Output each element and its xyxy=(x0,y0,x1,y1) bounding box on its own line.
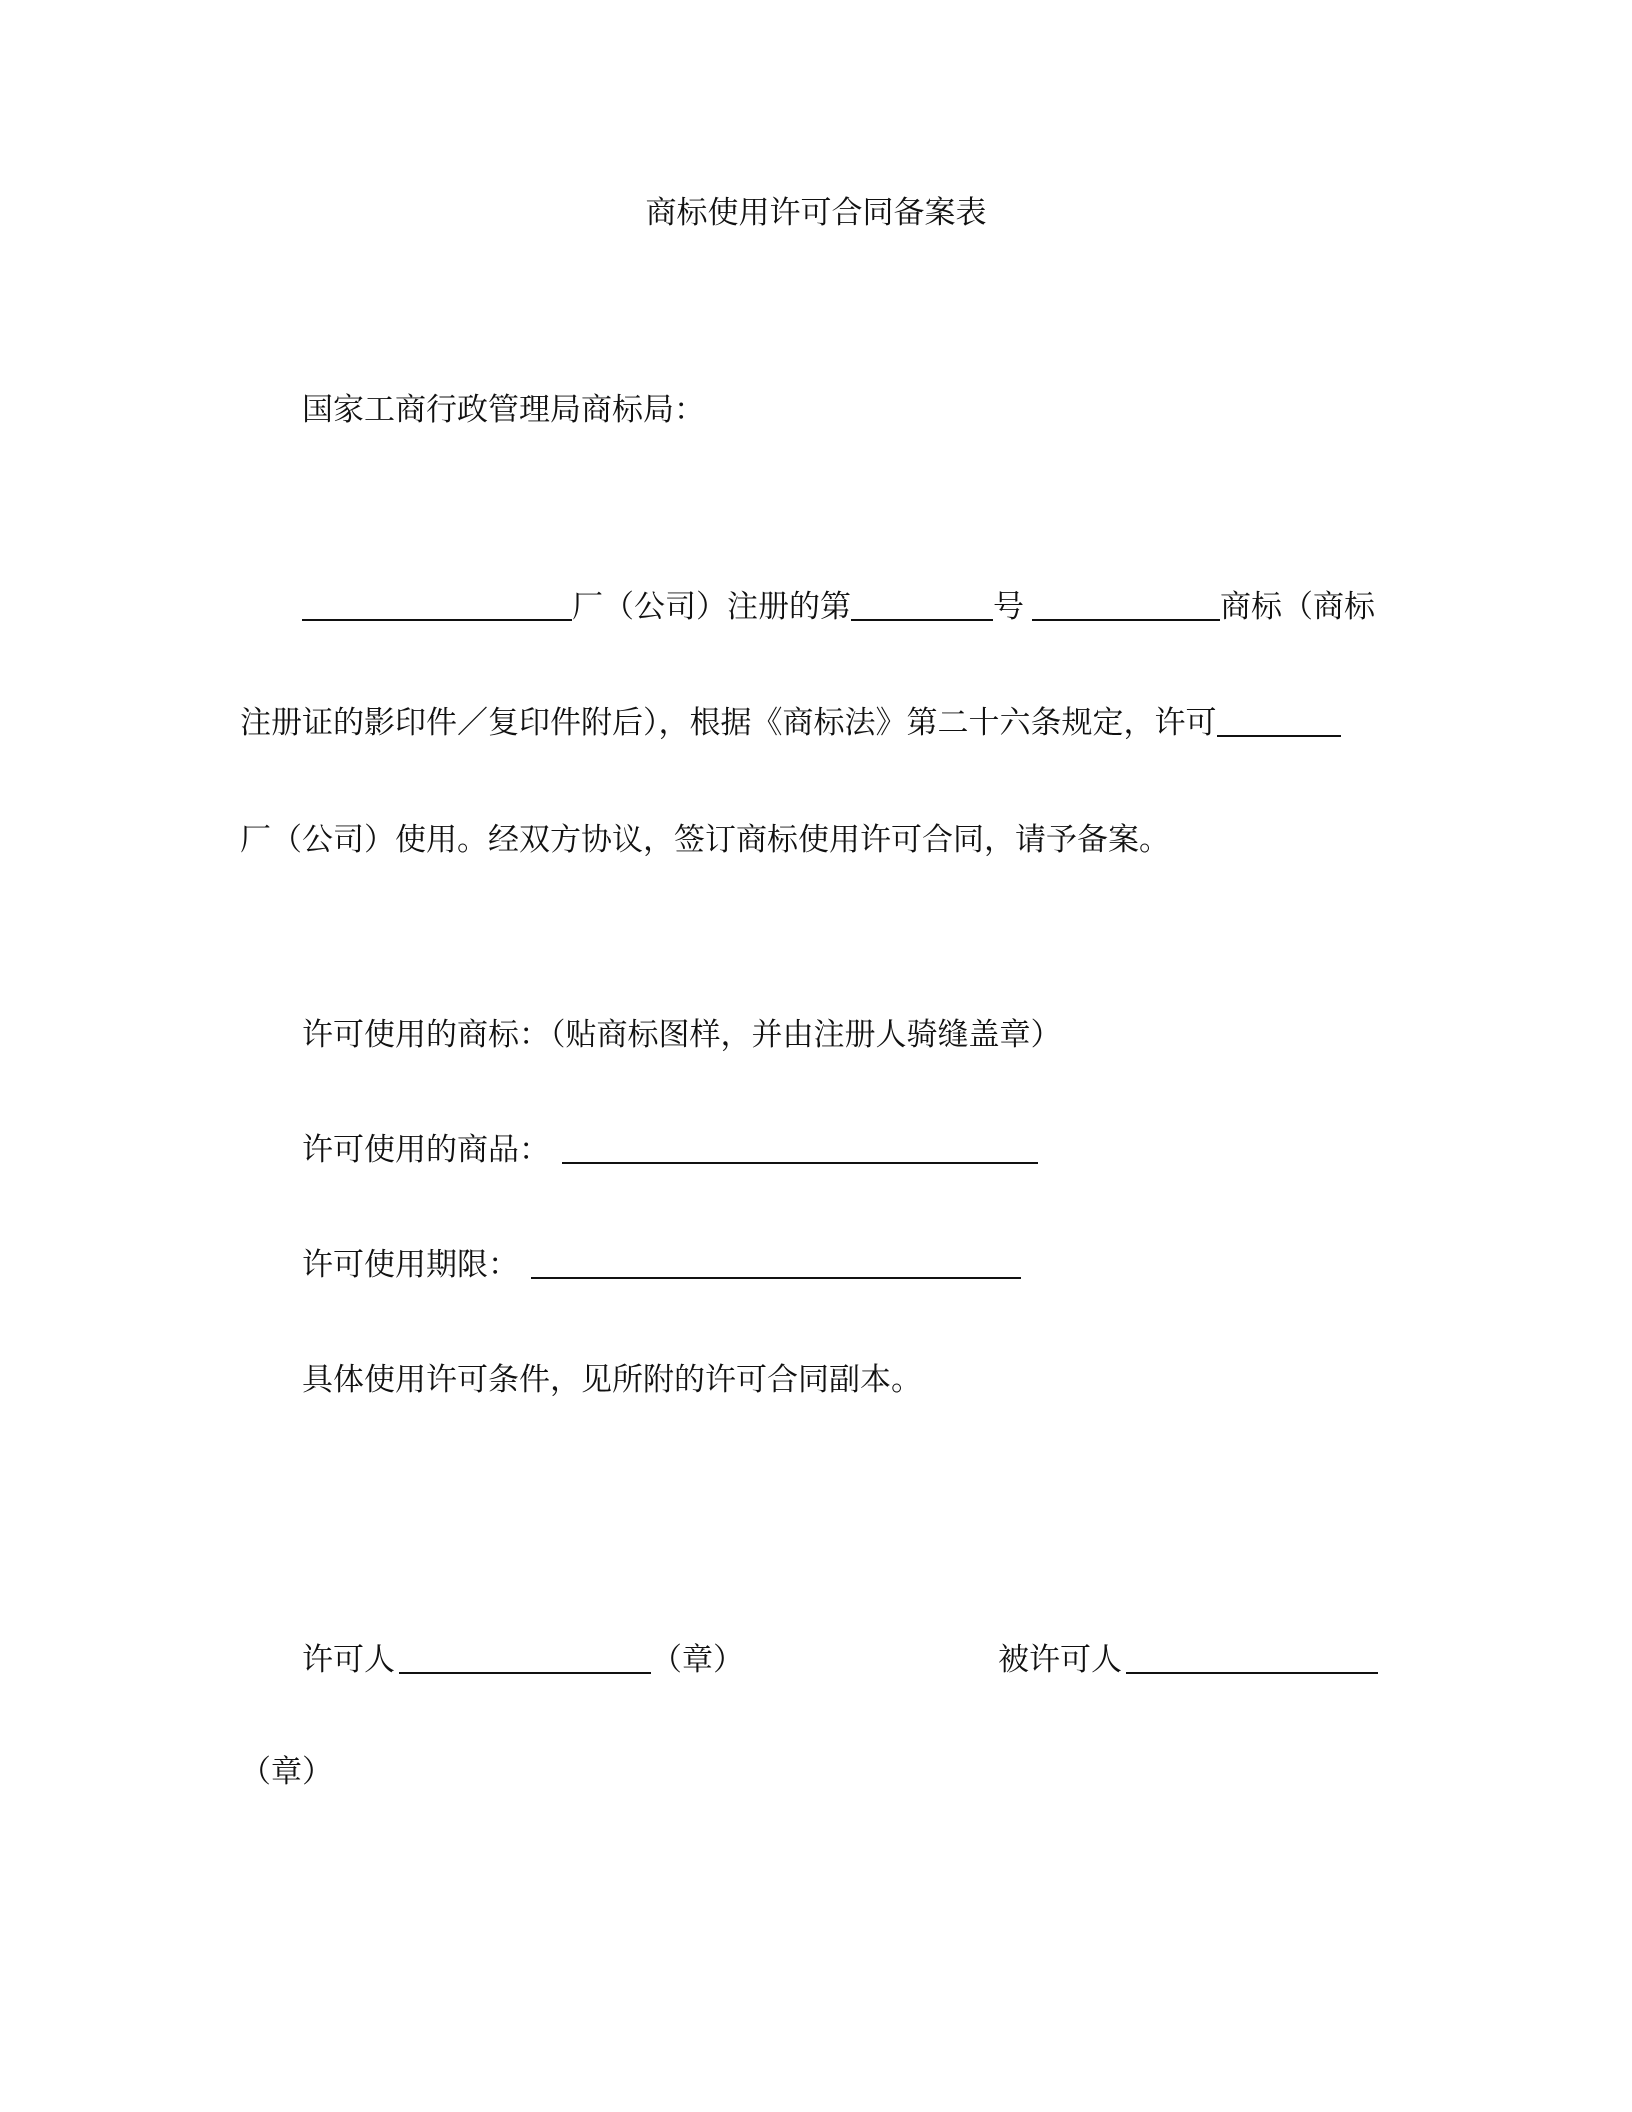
trademark-name-blank[interactable] xyxy=(1032,589,1220,621)
licensor-blank[interactable] xyxy=(399,1642,651,1674)
licensed-mark-line: 许可使用的商标：（贴商标图样，并由注册人骑缝盖章） xyxy=(302,1017,1062,1053)
licensor-signature xyxy=(302,1640,744,1680)
addressee: 国家工商行政管理局商标局： xyxy=(302,392,705,428)
license-term-line xyxy=(302,1245,1021,1285)
para1-line2: 注册证的影印件／复印件附后），根据《商标法》第二十六条规定，许可 xyxy=(240,705,1217,741)
para1-seg2: 号 xyxy=(993,589,1024,625)
document-title: 商标使用许可合同备案表 xyxy=(645,195,987,231)
licensee-signature xyxy=(998,1640,1378,1680)
para1-seg3: 商标（商标 xyxy=(1220,589,1375,625)
license-term-blank[interactable] xyxy=(531,1247,1021,1279)
licensor-label: 许可人 xyxy=(302,1642,395,1678)
licensee-blank[interactable] xyxy=(1126,1642,1378,1674)
paragraph-line-1 xyxy=(302,587,1375,627)
conditions-line: 具体使用许可条件，见所附的许可合同副本。 xyxy=(302,1362,922,1398)
licensee-factory-blank[interactable] xyxy=(1217,705,1341,737)
para1-seg1: 厂（公司）注册的第 xyxy=(572,589,851,625)
licensor-factory-blank[interactable] xyxy=(302,589,572,621)
paragraph-line-3: 厂（公司）使用。经双方协议，签订商标使用许可合同，请予备案。 xyxy=(240,822,1170,858)
licensee-seal: （章） xyxy=(240,1754,333,1790)
licensed-goods-label: 许可使用的商品： xyxy=(302,1132,550,1168)
licensor-seal: （章） xyxy=(651,1642,744,1678)
licensee-label: 被许可人 xyxy=(998,1642,1122,1678)
registration-number-blank[interactable] xyxy=(851,589,993,621)
licensed-goods-blank[interactable] xyxy=(562,1132,1038,1164)
license-term-label: 许可使用期限： xyxy=(302,1247,519,1283)
licensed-goods-line xyxy=(302,1130,1038,1170)
paragraph-line-2 xyxy=(240,703,1341,743)
